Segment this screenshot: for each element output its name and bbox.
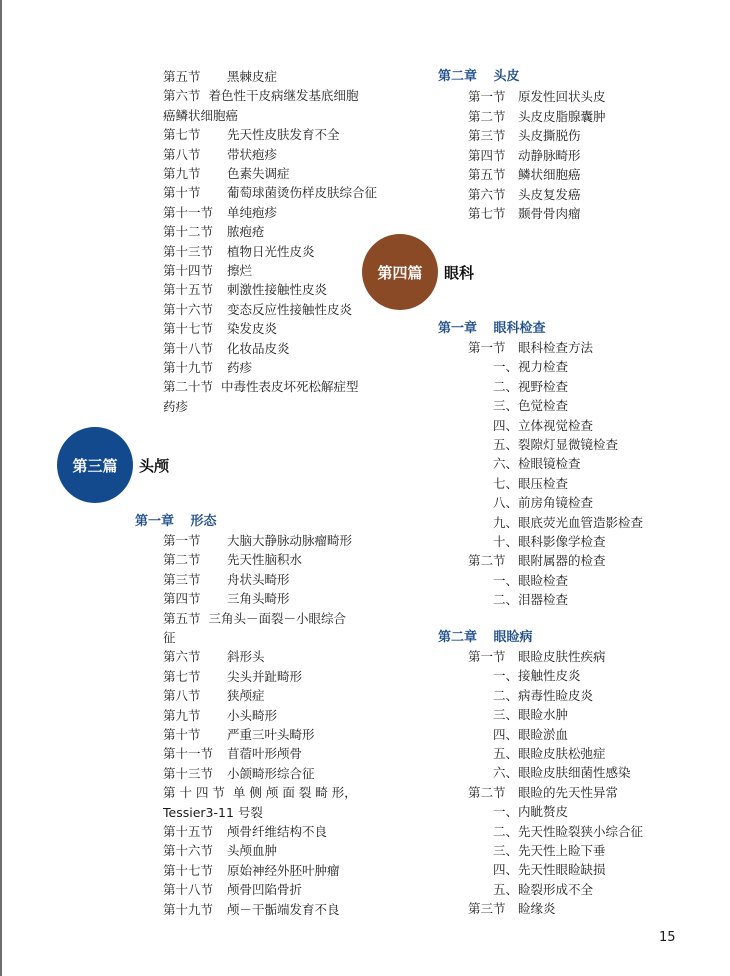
section-entry [163, 589, 290, 608]
left-chapter-heading [135, 512, 217, 531]
section-title: 斜形头 [227, 649, 265, 665]
section-entry [163, 67, 277, 86]
section-entry [468, 87, 606, 106]
subitem-entry: 四、眼睑淤血 [493, 726, 569, 742]
section-entry [163, 706, 277, 725]
section-label: 第十八节 [163, 340, 214, 356]
section-label: 第十六节 [163, 301, 214, 317]
section-entry [163, 783, 403, 802]
section-label: 第四节 [468, 147, 506, 163]
section-entry [163, 125, 340, 144]
subitem-entry: 十、眼科影像学检查 [493, 534, 606, 549]
section-entry [468, 899, 556, 918]
subitem-entry: 四、先天性眼睑缺损 [493, 862, 606, 878]
right-chapter-heading-scalp [438, 67, 520, 86]
subitem-entry: 二、先天性睑裂狭小综合征 [493, 823, 644, 839]
section-entry [163, 861, 340, 880]
section-entry [163, 261, 252, 280]
section-title: 颅骨纤维结构不良 [227, 824, 328, 839]
subitem-entry: 一、接触性皮炎 [493, 668, 581, 684]
section-title: 葡萄球菌烫伤样皮肤综合征 [227, 185, 378, 201]
subitem-entry: 五、裂隙灯显微镜检查 [493, 437, 619, 452]
section-title: 黑棘皮症 [227, 69, 278, 84]
section-entry [468, 783, 618, 802]
section-title: 鳞状细胞癌 [518, 167, 581, 182]
section-title: 苜蓿叶形颅骨 [227, 746, 303, 762]
section-label: 第三节 [163, 571, 201, 587]
subitem-entry: 七、眼压检查 [493, 475, 569, 491]
section-title: 着色性干皮病继发基底细胞 [208, 88, 359, 104]
section-entry [163, 319, 277, 338]
section-entry [468, 551, 606, 570]
subitem-entry: 四、立体视觉检查 [493, 417, 594, 433]
part-4-title: 眼科 [444, 263, 475, 282]
section-label: 第十八节 [163, 882, 214, 898]
section-label: 第三节 [468, 128, 506, 143]
section-entry [163, 183, 377, 202]
section-label: 第十五节 [163, 282, 214, 298]
section-entry [163, 145, 277, 164]
section-label: 第十四节 [163, 263, 214, 278]
section-label: 第十九节 [163, 901, 214, 917]
section-label: 第七节 [163, 127, 201, 143]
section-entry [163, 242, 315, 261]
section-label: 第 十 四 节 [163, 785, 225, 801]
section-label: 第六节 [163, 649, 201, 665]
section-entry [163, 164, 290, 183]
section-entry [163, 609, 403, 628]
section-label: 第九节 [163, 166, 201, 181]
section-title: 带状疱疹 [227, 146, 278, 162]
section-title: 动静脉畸形 [518, 147, 581, 163]
chapter-title: 形态 [190, 514, 217, 529]
part-4-heading [362, 234, 474, 310]
section-entry [163, 339, 290, 358]
section-label: 第五节 [163, 610, 201, 626]
section-title-continued: 癌鳞状细胞癌 [163, 107, 239, 123]
section-title-continued: 药疹 [163, 398, 189, 414]
section-entry [163, 222, 265, 241]
section-label: 第十七节 [163, 321, 214, 337]
section-entry [468, 338, 593, 357]
subitem-entry: 一、内眦赘皮 [493, 804, 569, 820]
subitem-entry: 六、眼睑皮肤细菌性感染 [493, 765, 631, 781]
section-title: 三角头畸形 [227, 591, 290, 607]
right-chapter-heading-eyelid [438, 628, 533, 647]
section-entry [163, 880, 302, 899]
section-entry [163, 900, 340, 919]
section-entry [163, 531, 352, 550]
section-entry [163, 570, 290, 589]
section-entry [163, 764, 315, 783]
section-label: 第七节 [468, 206, 506, 221]
section-label: 第六节 [468, 186, 506, 202]
section-title: 药疹 [227, 360, 253, 375]
subitem-entry: 二、视野检查 [493, 378, 569, 394]
section-title: 染发皮炎 [227, 321, 278, 337]
section-title: 颞骨骨肉瘤 [518, 206, 581, 221]
section-title: 颅骨凹陷骨折 [227, 882, 303, 898]
chapter-title: 眼科检查 [493, 321, 546, 336]
section-title: 头颅血肿 [227, 843, 278, 859]
chapter-label: 第二章 [438, 69, 478, 84]
section-title: 原发性回状头皮 [518, 89, 606, 104]
section-title: 颅－干骺端发育不良 [227, 901, 340, 917]
section-title: 先天性脑积水 [227, 552, 303, 568]
section-title: 中毒性表皮坏死松解症型 [221, 379, 359, 395]
subitem-entry: 六、检眼镜检查 [493, 456, 581, 472]
subitem-entry: 三、眼睑水肿 [493, 707, 569, 723]
section-entry [468, 126, 581, 145]
section-label: 第十节 [163, 727, 201, 742]
section-entry [163, 841, 277, 860]
section-label: 第八节 [163, 688, 201, 704]
section-label: 第十三节 [163, 765, 214, 781]
section-label: 第十节 [163, 185, 201, 201]
chapter-title: 头皮 [493, 69, 520, 84]
section-entry [163, 647, 265, 666]
section-title: 眼睑的先天性异常 [518, 784, 619, 800]
subitem-entry: 三、色觉检查 [493, 398, 569, 414]
section-title: 尖头并趾畸形 [227, 668, 303, 684]
subitem-entry: 一、眼睑检查 [493, 572, 569, 588]
section-label: 第一节 [163, 533, 201, 548]
section-label: 第六节 [163, 88, 201, 104]
section-entry [163, 86, 403, 105]
section-entry [163, 725, 315, 744]
section-title: 狭颅症 [227, 688, 265, 704]
section-label: 第一节 [468, 340, 506, 355]
section-title: 严重三叶头畸形 [227, 727, 315, 742]
chapter-title: 眼睑病 [493, 630, 533, 645]
subitem-entry: 五、眼睑皮肤松弛症 [493, 746, 606, 761]
section-label: 第十六节 [163, 843, 214, 859]
section-title: 脓疱疮 [227, 224, 265, 240]
subitem-entry: 二、泪器检查 [493, 592, 569, 608]
section-entry [468, 165, 581, 184]
section-title-continued: 征 [163, 630, 176, 645]
section-title: 舟状头畸形 [227, 571, 290, 587]
section-label: 第十五节 [163, 824, 214, 839]
section-title: 头皮皮脂腺囊肿 [518, 108, 606, 124]
section-label: 第三节 [468, 901, 506, 917]
section-entry [163, 280, 327, 299]
section-label: 第十七节 [163, 862, 214, 878]
section-title: 原始神经外胚叶肿瘤 [227, 862, 340, 878]
section-title: 小头畸形 [227, 707, 278, 723]
section-label: 第十一节 [163, 204, 214, 220]
section-label: 第一节 [468, 649, 506, 664]
part-4-badge: 第四篇 [362, 234, 438, 310]
section-entry [163, 300, 352, 319]
section-title: 单 侧 颅 面 裂 畸 形， [232, 785, 357, 801]
section-entry [468, 146, 581, 165]
section-label: 第二十节 [163, 379, 214, 395]
section-title: 先天性皮肤发育不全 [227, 127, 340, 143]
section-title: 大脑大静脉动脉瘤畸形 [227, 533, 353, 548]
section-entry [163, 667, 302, 686]
section-title: 眼睑皮肤性疾病 [518, 649, 606, 664]
section-title: 单纯疱疹 [227, 204, 278, 220]
subitem-entry: 九、眼底荧光血管造影检查 [493, 514, 644, 530]
chapter-label: 第一章 [135, 514, 175, 529]
section-entry [163, 377, 403, 396]
section-entry [468, 204, 581, 223]
section-title: 头皮撕脱伤 [518, 128, 581, 143]
section-title: 眼附属器的检查 [518, 553, 606, 569]
section-label: 第十一节 [163, 746, 214, 762]
section-label: 第四节 [163, 591, 201, 607]
section-title: 睑缘炎 [518, 901, 556, 917]
section-label: 第十二节 [163, 224, 214, 240]
part-3-badge: 第三篇 [57, 427, 133, 503]
section-entry [468, 647, 606, 666]
subitem-entry: 一、视力检查 [493, 359, 569, 375]
section-label: 第五节 [468, 167, 506, 182]
section-label: 第八节 [163, 146, 201, 162]
section-label: 第二节 [468, 553, 506, 569]
section-label: 第十九节 [163, 360, 214, 375]
section-title: 小颌畸形综合征 [227, 765, 315, 781]
section-entry [163, 744, 302, 763]
section-entry [468, 185, 581, 204]
chapter-label: 第二章 [438, 630, 478, 645]
section-label: 第七节 [163, 668, 201, 684]
section-entry [163, 358, 252, 377]
part-3-title: 头颅 [139, 456, 170, 475]
section-title: 头皮复发癌 [518, 186, 581, 202]
section-entry [163, 686, 265, 705]
section-label: 第二节 [468, 108, 506, 124]
section-label: 第二节 [163, 552, 201, 568]
section-title: 三角头－面裂－小眼综合 [208, 610, 347, 626]
part-3-heading [57, 427, 169, 503]
section-entry [163, 550, 302, 569]
section-label: 第二节 [468, 784, 506, 800]
page-spine-line [0, 0, 2, 976]
subitem-entry: 八、前房角镜检查 [493, 495, 594, 511]
right-chapter-heading-exam [438, 319, 546, 338]
section-title: 色素失调症 [227, 166, 290, 181]
section-label: 第十三节 [163, 243, 214, 259]
section-entry [163, 822, 327, 841]
section-title: 眼科检查方法 [518, 340, 594, 355]
section-label: 第一节 [468, 89, 506, 104]
subitem-entry: 三、先天性上睑下垂 [493, 843, 606, 858]
section-label: 第五节 [163, 69, 201, 84]
page-number: 15 [659, 930, 676, 945]
section-title: 植物日光性皮炎 [227, 243, 315, 259]
section-title: 化妆品皮炎 [227, 340, 290, 356]
section-title-continued: Tessier3-11 号裂 [163, 804, 263, 820]
section-title: 变态反应性接触性皮炎 [227, 301, 353, 317]
section-entry [468, 107, 606, 126]
chapter-label: 第一章 [438, 321, 478, 336]
section-entry [163, 203, 277, 222]
subitem-entry: 五、睑裂形成不全 [493, 881, 594, 897]
section-title: 刺激性接触性皮炎 [227, 282, 328, 298]
subitem-entry: 二、病毒性睑皮炎 [493, 687, 594, 703]
section-title: 擦烂 [227, 263, 253, 278]
section-label: 第九节 [163, 707, 201, 723]
